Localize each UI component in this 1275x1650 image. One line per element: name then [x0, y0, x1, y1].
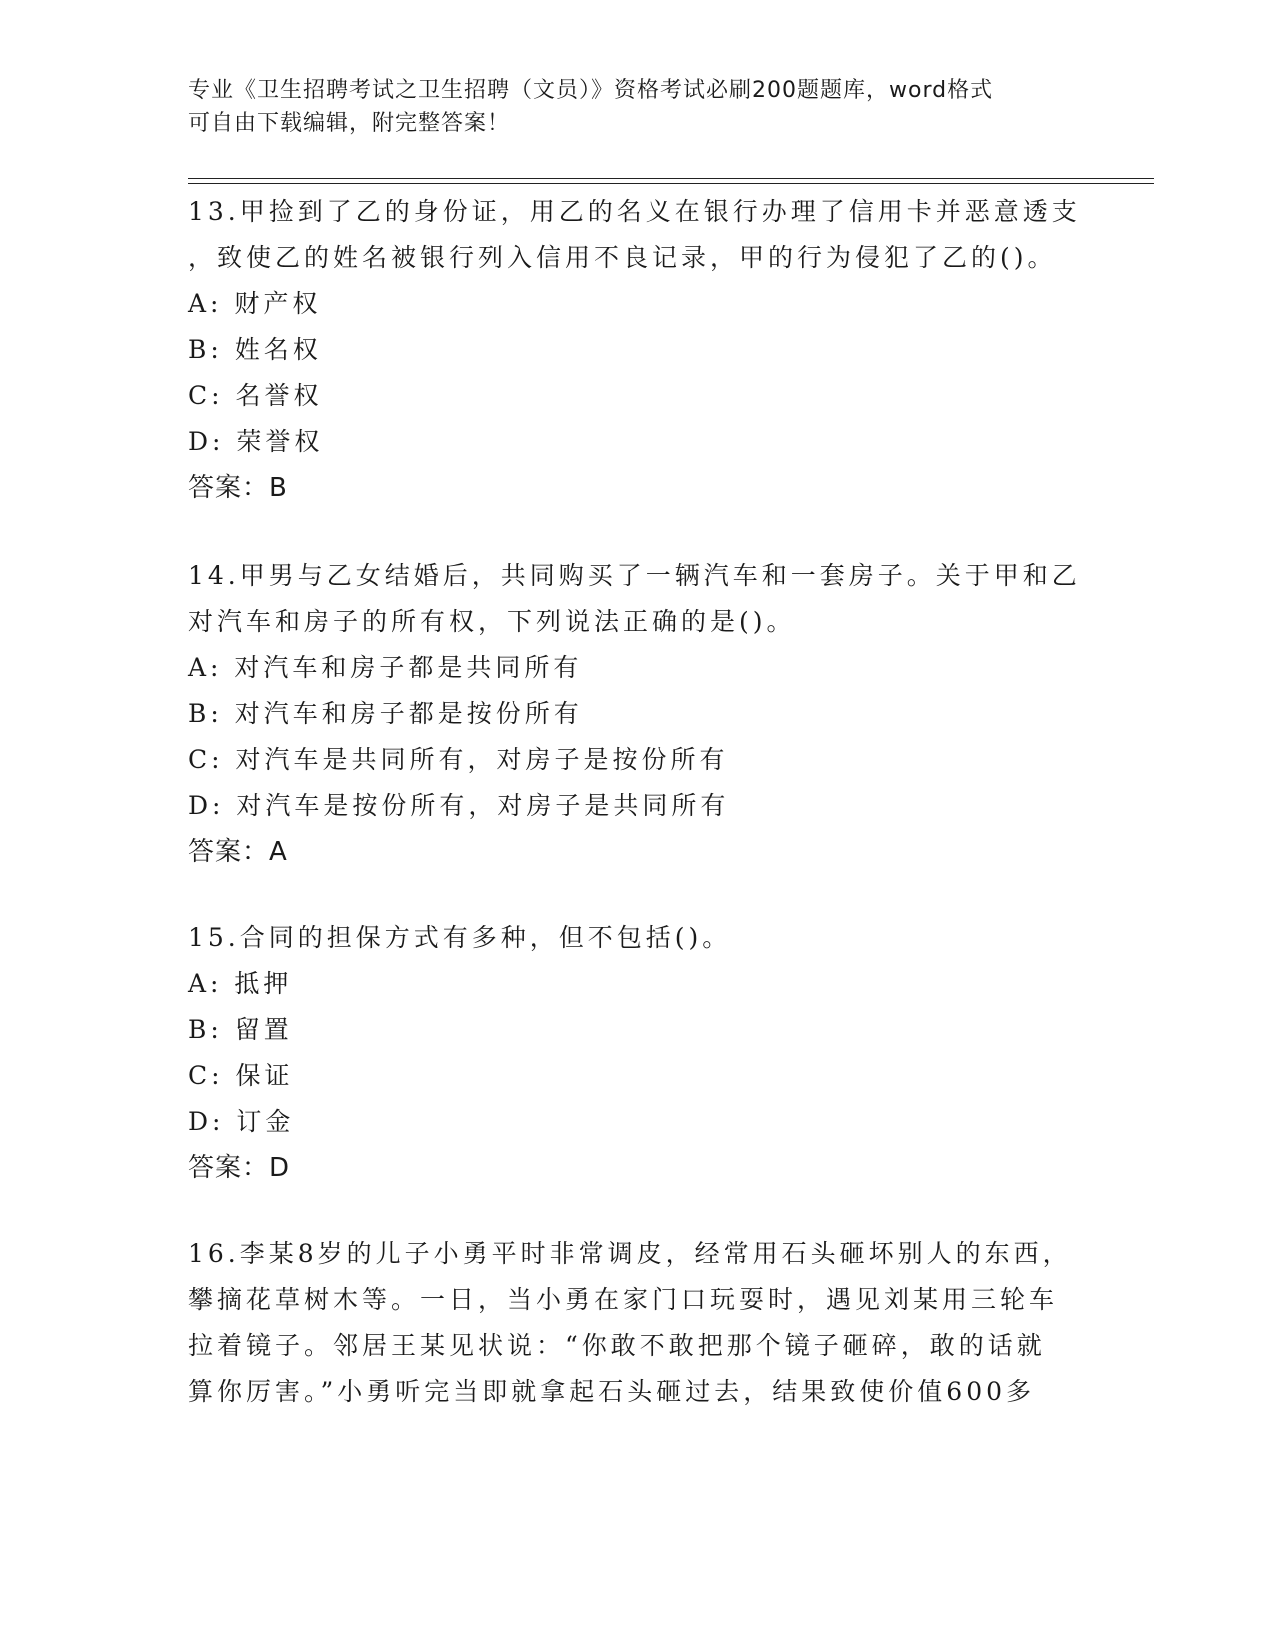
header-line-1: 专业《卫生招聘考试之卫生招聘（文员）》资格考试必刷200题题库，word格式 — [188, 78, 994, 103]
document-header — [188, 74, 1088, 140]
option-a: A: 抵押 — [188, 969, 293, 998]
option-d: D: 订金 — [188, 1107, 295, 1136]
option-d: D: 荣誉权 — [188, 427, 324, 456]
header-divider-bottom — [188, 183, 1154, 184]
option-b: B: 姓名权 — [188, 335, 322, 364]
question-16 — [188, 1231, 1088, 1415]
option-c: C: 保证 — [188, 1061, 294, 1090]
option-a: A: 财产权 — [188, 289, 322, 318]
option-c: C: 对汽车是共同所有，对房子是按份所有 — [188, 745, 729, 774]
question-stem — [188, 189, 1088, 281]
question-15 — [188, 915, 1088, 1191]
stem-line: 13.甲捡到了乙的身份证，用乙的名义在银行办理了信用卡并恶意透支 — [188, 197, 1081, 226]
header-divider-top — [188, 178, 1154, 179]
option-b: B: 对汽车和房子都是按份所有 — [188, 699, 583, 728]
option-d: D: 对汽车是按份所有，对房子是共同所有 — [188, 791, 730, 820]
option-b: B: 留置 — [188, 1015, 293, 1044]
question-14 — [188, 553, 1088, 875]
question-stem — [188, 553, 1088, 645]
stem-line: 15.合同的担保方式有多种，但不包括()。 — [188, 923, 732, 952]
stem-line: 拉着镜子。邻居王某见状说：“你敢不敢把那个镜子砸碎，敢的话就 — [188, 1331, 1046, 1360]
stem-line: 攀摘花草树木等。一日，当小勇在家门口玩耍时，遇见刘某用三轮车 — [188, 1285, 1059, 1314]
stem-line: 14.甲男与乙女结婚后，共同购买了一辆汽车和一套房子。关于甲和乙 — [188, 561, 1081, 590]
answer: 答案：A — [188, 837, 288, 867]
question-stem — [188, 1231, 1088, 1415]
header-line-2: 可自由下载编辑，附完整答案！ — [188, 111, 511, 136]
question-13 — [188, 189, 1088, 511]
stem-line: 算你厉害。”小勇听完当即就拿起石头砸过去，结果致使价值600多 — [188, 1377, 1036, 1406]
stem-line: 16.李某8岁的儿子小勇平时非常调皮，经常用石头砸坏别人的东西， — [188, 1239, 1072, 1268]
option-a: A: 对汽车和房子都是共同所有 — [188, 653, 583, 682]
answer: 答案：D — [188, 1153, 291, 1183]
stem-line: 对汽车和房子的所有权，下列说法正确的是()。 — [188, 607, 796, 636]
question-stem — [188, 915, 1088, 961]
stem-line: ，致使乙的姓名被银行列入信用不良记录，甲的行为侵犯了乙的()。 — [188, 243, 1057, 272]
answer: 答案：B — [188, 473, 288, 503]
option-c: C: 名誉权 — [188, 381, 323, 410]
